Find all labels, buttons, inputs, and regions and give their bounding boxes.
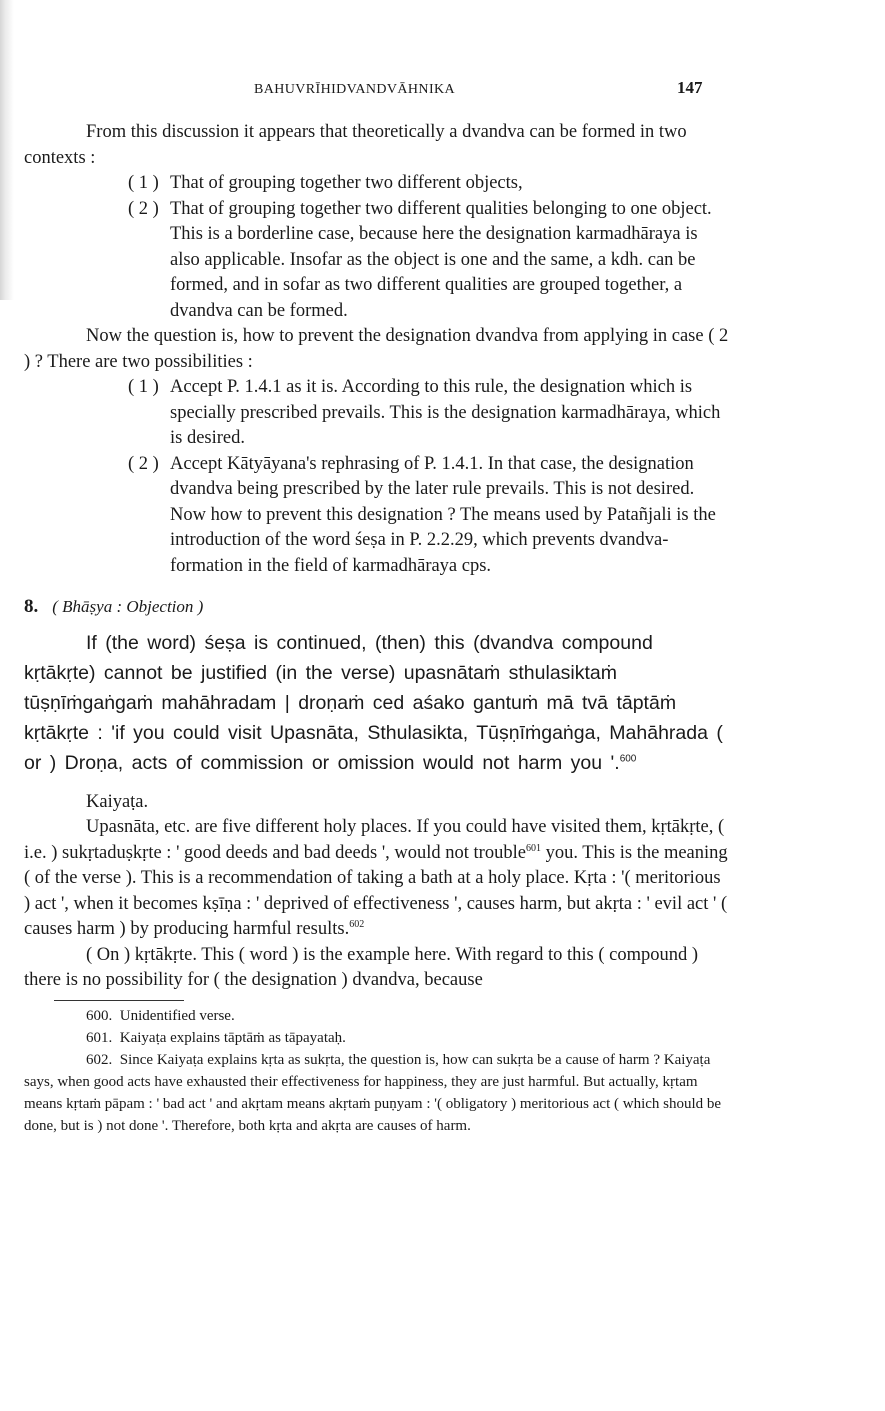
section-label: ( Bhāṣya : Objection ) — [52, 597, 204, 616]
kaiyata-paragraph: Upasnāta, etc. are five different holy places. If you could have visited them, kṛtākṛte, ( i.e. ) sukṛtaduṣkṛte : ' good deeds and bad deeds ', would not trouble$^{601}$ you. This is the meaning ( of the verse ). This is a recommendation of taking a bath at a holy place. Kṛta : '( meritorious ) act ', when it becomes kṣīṇa : ' deprived of effectiveness ', causes harm, but akṛta : ' evil act ' ( causes harm ) by producing harmful results.$^{602}$ — [24, 817, 728, 939]
section-heading — [24, 594, 730, 620]
list-item: ( 1 ) Accept P. 1.4.1 as it is. According to this rule, the designation which is specially prescribed prevails. This is the designation karmadhāraya, which is desired. — [128, 377, 721, 448]
footnote-ref: 600 — [619, 753, 637, 764]
bhasya-paragraph: If (the word) śeṣa is continued, (then) this (dvandva compound kṛtākṛte) cannot be justified (in the verse) upasnātaṁ sthulasiktaṁ tūṣṇīṁgaṅgaṁ mahāhradam | droṇaṁ ced aśako gantuṁ mā tvā tāptāṁ kṛtākṛte : 'if you could visit Upasnāta, Sthulasikta, Tūṣṇīṁgaṅga, Mahāhrada ( or ) Droṇa, acts of commission or omission would not harm you '.$^{600}$ — [24, 631, 723, 774]
running-title: BAHUVRĪHIDVANDVĀHNIKA — [254, 82, 456, 97]
footnote-ref: 602 — [349, 918, 365, 930]
page-body — [24, 120, 730, 1137]
section-number: 8. — [24, 596, 39, 617]
footnote: 600. Unidentified verse. — [86, 1007, 235, 1024]
page-number: 147 — [677, 78, 703, 97]
contexts-list — [128, 171, 730, 324]
footnotes — [24, 1005, 730, 1137]
kaiyata-paragraph-2: ( On ) kṛtākṛte. This ( word ) is the example here. With regard to this ( compound ) there is no possibility for ( the designation ) dvandva, because — [24, 944, 698, 990]
footnote: 601. Kaiyaṭa explains tāptāṁ as tāpayataḥ. — [86, 1029, 346, 1046]
footnote: 602. Since Kaiyaṭa explains kṛta as sukṛta, the question is, how can sukṛta be a cause of harm ? Kaiyaṭa says, when good acts have exhausted their effectiveness for happiness, they are just harmful. But actually, kṛtam means kṛtaṁ pāpam : ' bad act ' and akṛtam means akṛtaṁ puṇyam : '( obligatory ) meritorious act ( which should be done, but is ) not done '. Therefore, both kṛta and akṛta are causes of harm. — [24, 1051, 722, 1134]
footnote-divider — [54, 1000, 184, 1001]
scan-edge-shadow — [0, 0, 14, 300]
intro-paragraph: From this discussion it appears that theoretically a dvandva can be formed in two contexts : — [24, 122, 687, 168]
kaiyata-heading: Kaiyaṭa. — [86, 791, 149, 812]
possibilities-list — [128, 375, 730, 579]
list-item: ( 2 ) Accept Kātyāyana's rephrasing of P. 1.4.1. In that case, the designation dvandva being prescribed by the later rule prevails. This is not desired. Now how to prevent this designation ? The means used by Patañjali is the introduction of the word śeṣa in P. 2.2.29, which prevents dvandva-formation in the field of karmadhāraya cps. — [128, 453, 716, 576]
list-item: ( 1 ) That of grouping together two different objects, — [128, 173, 523, 193]
list-item: ( 2 ) That of grouping together two different qualities belonging to one object. This is a borderline case, because here the designation karmadhāraya is also applicable. Insofar as the object is one and the same, a kdh. can be formed, and in sofar as two different qualities are grouped together, a dvandva can be formed. — [128, 198, 712, 321]
footnote-ref: 601 — [525, 842, 541, 854]
question-paragraph: Now the question is, how to prevent the designation dvandva from applying in case ( 2 ) ? There are two possibilities : — [24, 326, 729, 372]
page-header — [0, 78, 885, 102]
